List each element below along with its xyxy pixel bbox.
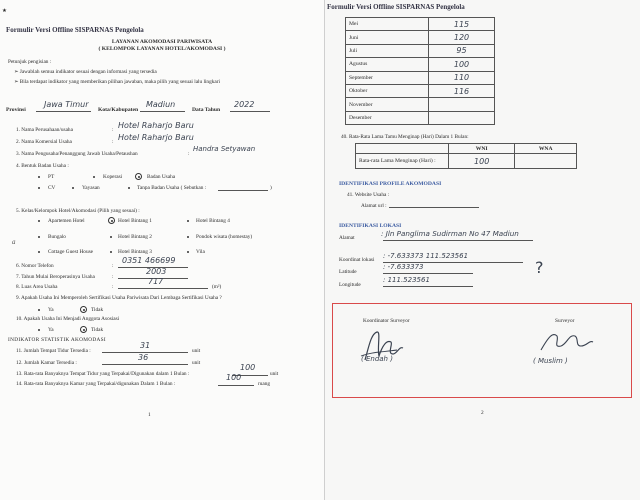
q11-unit: unit [192,348,201,354]
month-value: 120 [429,31,495,44]
instruction-1: ➢ Jawablah semua indikator sesuai dengan informasi yang tersedia [14,69,157,75]
latitude-label: Latitude [339,269,357,275]
q12-label: 12. Jumlah Kamar Tersedia : [16,360,77,366]
question-mark: ? [535,258,544,277]
stay-wna-value [515,154,577,169]
url-label: Alamat url : [361,203,387,209]
q10-selected-circle [80,326,87,333]
month-row [346,58,495,71]
form-page-2 [325,0,640,500]
instruction-2: ➢ Bila terdapat indikator yang memberikan pilihan jawaban, maka pilih yang sesuai lalu lingkari [14,79,220,85]
q12-unit: unit [192,360,201,366]
address-value: : Jln Panglima Sudirman No 47 Madiun [381,229,519,238]
section-heading: INDIKATOR STATISTIK AKOMODASI [8,337,106,343]
wna-header: WNA [515,144,577,154]
q6-colon: : [112,263,114,269]
monthly-table [345,17,495,125]
q13-label: 13. Rata-rata Banyaknya Tempat Tidur yang Terpakai/Digunakan dalam 1 Bulan : [16,371,190,377]
q2-label: 2. Nama Komersial Usaha [16,139,72,145]
form-title: Formulir Versi Offline SISPARNAS Pengelola [6,26,144,34]
q6-value: 0351 466699 [122,256,176,265]
q5-option-bintang-2[interactable]: Hotel Bintang 2 [118,234,152,240]
q4-selected-circle [135,173,142,180]
q9-label: 9. Apakah Usaha Ini Memperoleh Sertifikasi Usaha Pariwisata Dari Lembaga Sertifikasi Usaha ? [16,295,222,301]
q1-label: 1. Nama Perusahaan/usaha [16,127,73,133]
q10-label: 10. Apakah Usaha Ini Menjadi Anggota Asosiasi [16,316,120,322]
q4-option-other[interactable]: Tanpa Badan Usaha ( Sebutkan : [137,185,207,191]
address-label: Alamat [339,235,355,241]
instruction-1-text: Jawablah semua indikator sesuai dengan informasi yang tersedia [19,69,157,75]
q4-option-koperasi[interactable]: Koperasi [103,174,123,180]
location-heading: IDENTIFIKASI LOKASI [339,223,402,229]
regency-label: Kota/Kabupaten [98,107,139,113]
q5-option-bungalo[interactable]: Bungalo [48,234,66,240]
stay-wni-value: 100 [449,154,515,169]
q40-label: 40. Rata-Rata Lama Tamu Menginap (Hari) Dalam 1 Bulan: [341,134,469,140]
q4-option-cv[interactable]: CV [48,185,56,191]
month-row [346,98,495,111]
month-value: 95 [429,44,495,57]
q4-option-close: ) [270,185,272,191]
instructions-label: Petunjuk pengisian : [8,59,52,65]
month-name: Desember [346,111,429,124]
q5-selected-circle [108,217,115,224]
longitude-value: : 111.523561 [383,276,430,284]
month-value [429,111,495,124]
wni-header: WNI [449,144,515,154]
q7-colon: : [112,274,114,280]
q13-unit: unit [270,371,279,377]
q8-colon: : [112,284,114,290]
province-label: Provinsi [6,107,26,113]
q6-label: 6. Nomor Telefon [16,263,54,269]
month-row [346,31,495,44]
regency-value: Madiun [146,100,176,109]
q3-colon: : [188,151,190,157]
latitude-value: : -7.633373 [383,263,424,271]
q5-option-bintang-1[interactable]: Hotel Bintang 1 [118,218,152,224]
instruction-2-text: Bila terdapat indikator yang memberikan pilihan jawaban, maka pilih yang sesuai lalu lingkari [19,79,220,85]
q9-selected-circle [80,306,87,313]
coordinate-label: Koordinat lokasi [339,257,375,263]
month-row [346,18,495,31]
month-name: Oktober [346,84,429,97]
data-year-label: Data Tahun [192,107,221,113]
q5-option-vila[interactable]: Vila [196,249,205,255]
q7-label: 7. Tahun Mulai Beroperasinya Usaha [16,274,95,280]
coordinator-name: ( Endah ) [361,355,393,363]
longitude-label: Longitude [339,282,361,288]
month-row [346,84,495,97]
stay-row-label: Rata-rata Lama Menginap (Hari) : [356,154,449,169]
q41-label: 41. Website Usaha : [347,192,390,198]
surveyor-label: Surveyor [555,318,575,324]
q14-value: 100 [226,373,242,382]
month-name: Juni [346,31,429,44]
q11-value: 31 [140,341,151,350]
coordinate-value: : -7.633373 111.523561 [383,252,469,260]
month-name: Juli [346,44,429,57]
q3-label: 3. Nama Pengusaha/Penanggung Jawab Usaha/Petaushan [16,151,138,157]
q14-label: 14. Rata-rata Banyaknya Kamar yang Terpakai/digunakan Dalam 1 Bulan : [16,381,176,387]
q10-option-ya[interactable]: Ya [48,327,54,333]
q8-unit: (m²) [212,284,222,290]
surveyor-name: ( Muslim ) [533,357,568,365]
q4-option-pt[interactable]: PT [48,174,55,180]
document-title: LAYANAN AKOMODASI PARIWISATA [111,39,213,45]
q5-option-apartemen[interactable]: Apartemen Hotel [48,218,85,224]
page-number-2: 2 [481,410,484,416]
q8-value: 717 [148,277,164,286]
month-value: 110 [429,71,495,84]
q5-label: 5. Kelas/Kelompok Hotel/Akomodasi (Pilih yang sesuai) : [16,208,140,214]
margin-mark: a [12,238,16,246]
month-name: Agustus [346,58,429,71]
q9-option-ya[interactable]: Ya [48,307,54,313]
month-value: 100 [429,58,495,71]
q4-option-yayasan[interactable]: Yayasan [82,185,100,191]
month-name: November [346,98,429,111]
q10-option-tidak[interactable]: Tidak [91,327,104,333]
page-number-1: 1 [148,412,151,418]
q5-option-cottage[interactable]: Cottage Guest House [48,249,94,255]
month-value: 116 [429,84,495,97]
q1-value: Hotel Raharjo Baru [118,121,194,130]
document-subtitle: ( KELOMPOK LAYANAN HOTEL/AKOMODASI ) [98,46,226,52]
q1-colon: : [112,127,114,133]
month-value [429,98,495,111]
q2-colon: : [112,139,114,145]
province-value: Jawa Timur [44,100,89,109]
q2-value: Hotel Raharjo Baru [118,133,194,142]
q9-option-tidak[interactable]: Tidak [91,307,104,313]
month-name: September [346,71,429,84]
corner-mark: ٭ [2,5,7,15]
coordinator-label: Koordinator Surveyor [363,318,410,324]
stay-table [355,143,577,169]
q5-option-bintang-4[interactable]: Hotel Bintang 4 [196,218,230,224]
q12-value: 36 [138,353,149,362]
q14-unit: ruang [258,381,271,387]
data-year-value: 2022 [234,100,255,109]
q11-label: 11. Jumlah Tempat Tidur Tersedia : [16,348,91,354]
q4-option-badan-usaha[interactable]: Badan Usaha [147,174,176,180]
profile-heading: IDENTIFIKASI PROFILE AKOMODASI [339,181,442,187]
month-value: 115 [429,18,495,31]
month-row [346,111,495,124]
form-title-2: Formulir Versi Offline SISPARNAS Pengelola [327,3,465,11]
month-name: Mei [346,18,429,31]
q5-option-bintang-3[interactable]: Hotel Bintang 3 [118,249,152,255]
surveyor-signature [531,326,601,358]
q4-label: 4. Bentuk Badan Usaha : [16,163,69,169]
q13-value: 100 [240,363,256,372]
stay-table-corner [356,144,449,154]
month-row [346,71,495,84]
q7-value: 2003 [146,267,167,276]
q3-value: Handra Setyawan [193,145,256,153]
month-row [346,44,495,57]
q5-option-pondok-wisata[interactable]: Pondok wisata (homestay) [196,234,253,240]
q8-label: 8. Luas Area Usaha [16,284,58,290]
